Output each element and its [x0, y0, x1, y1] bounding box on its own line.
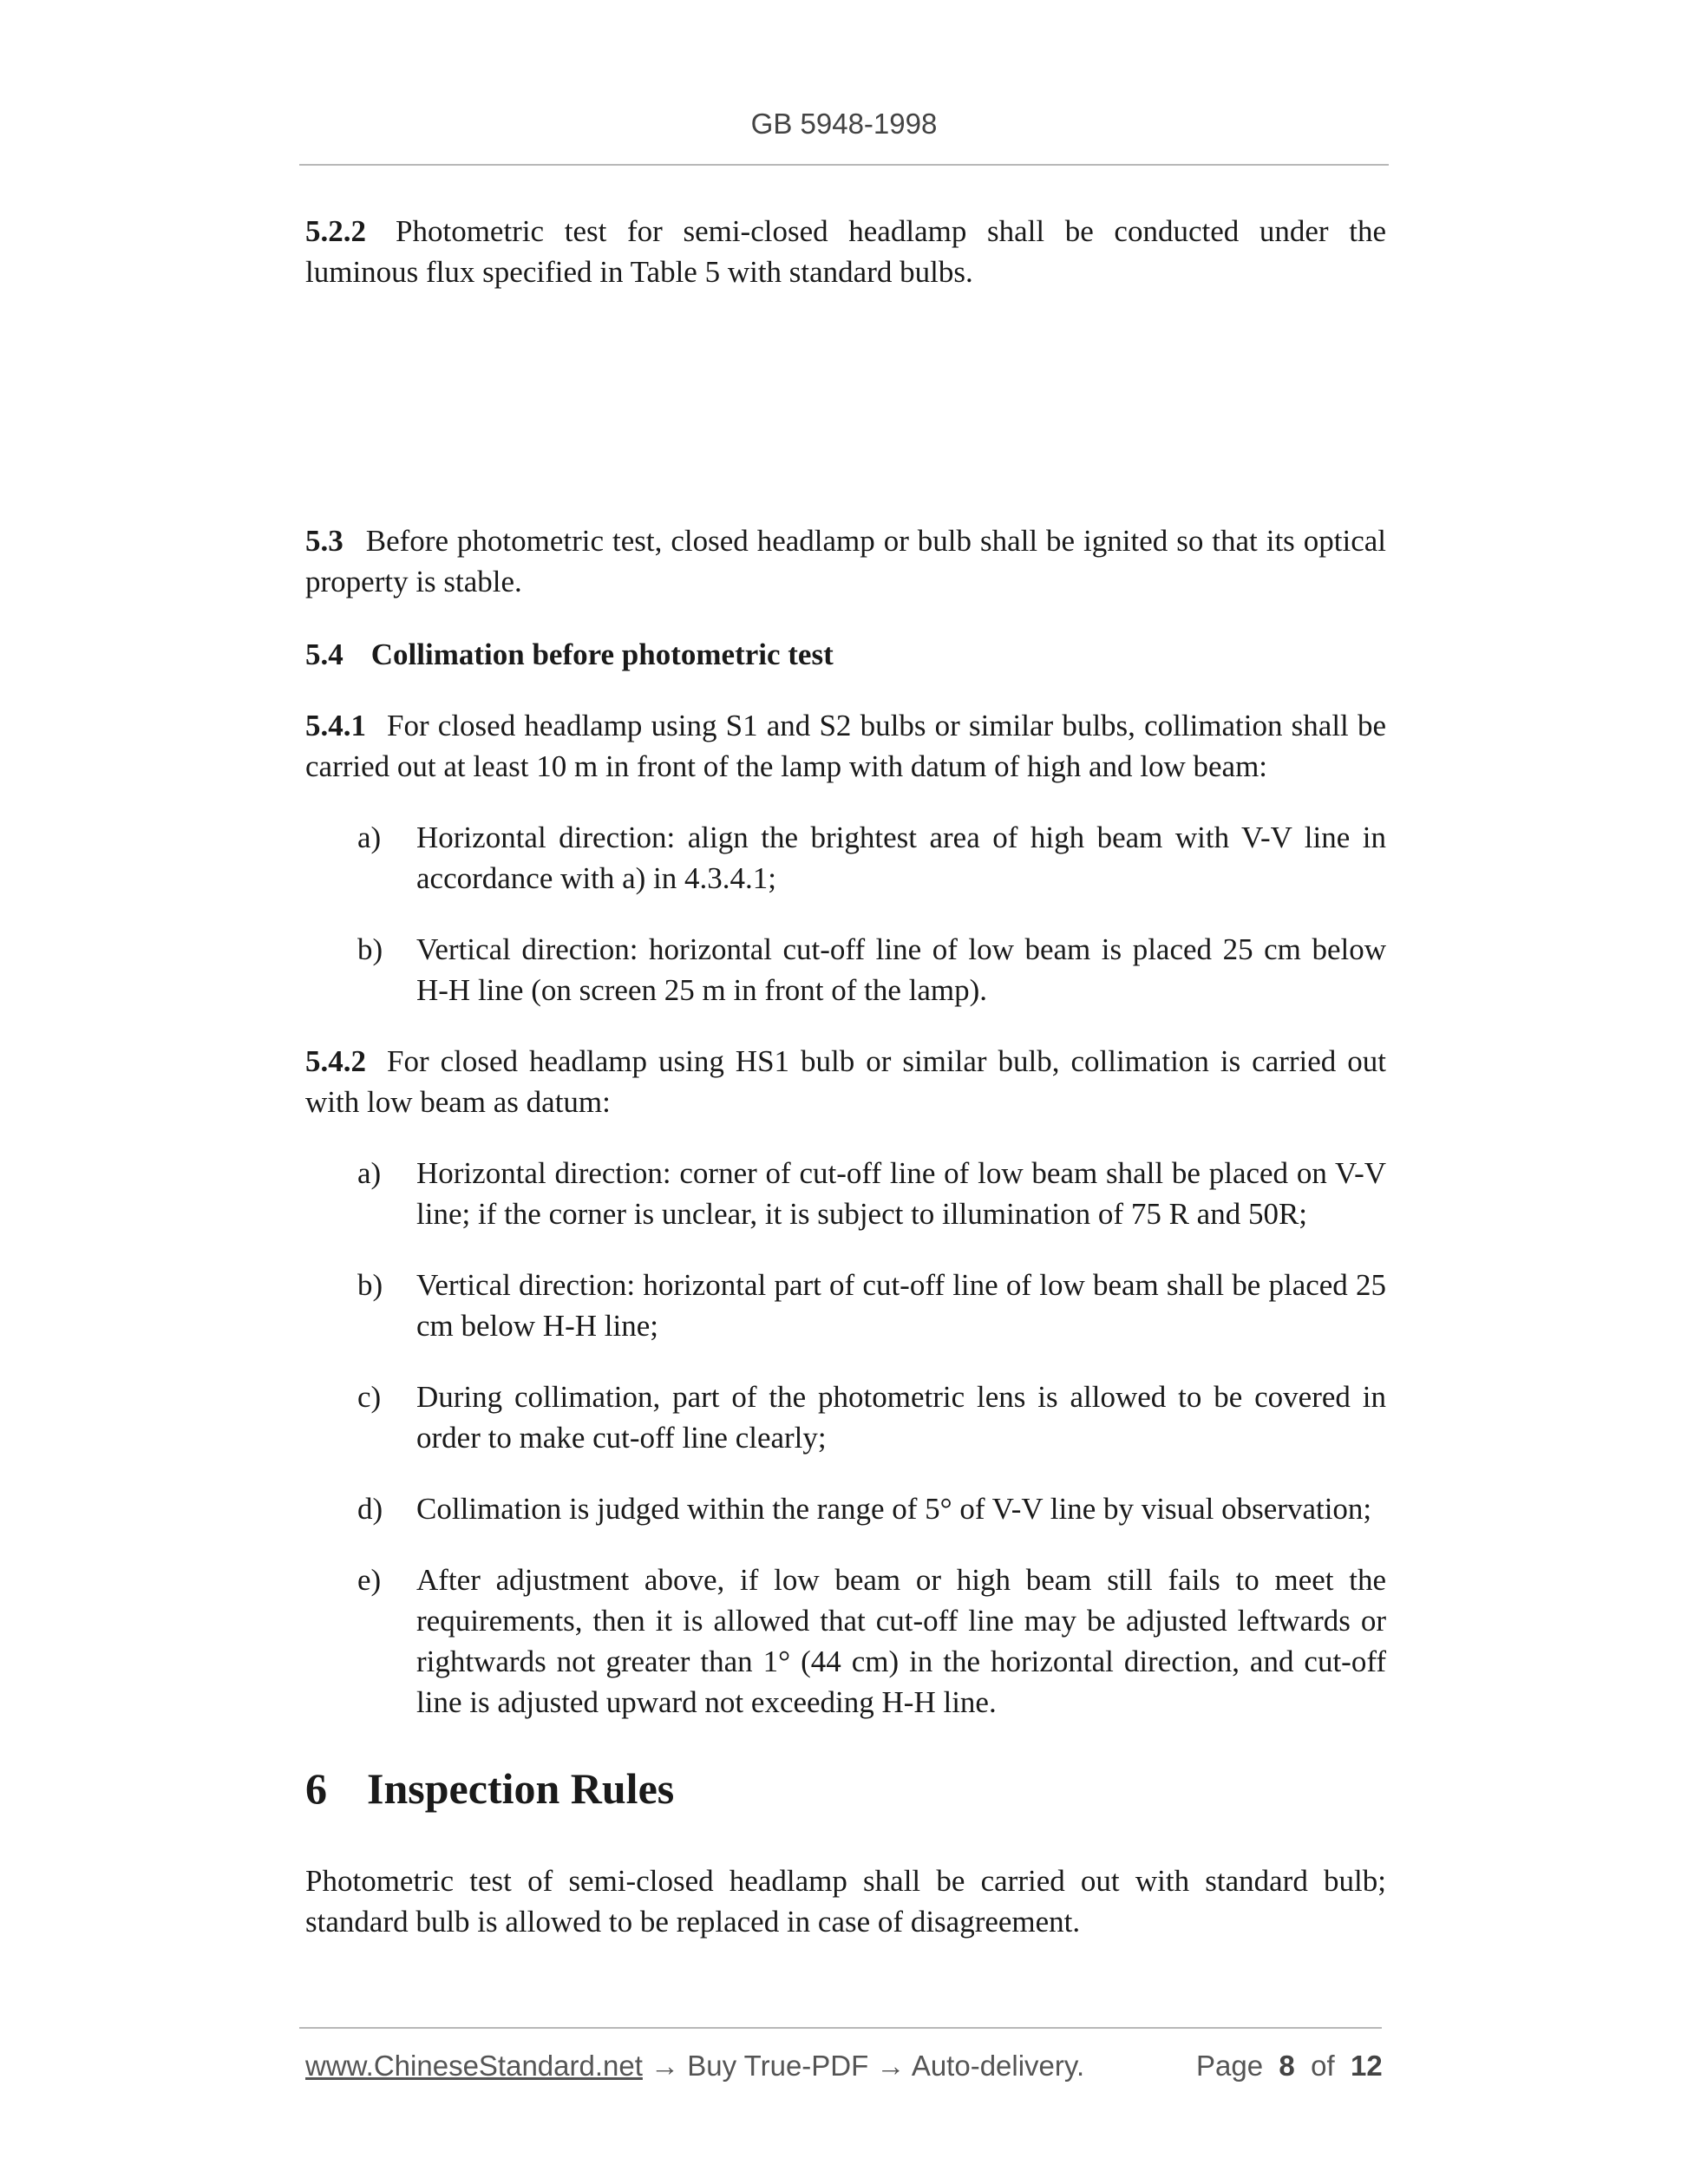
page-number: [1196, 2050, 1383, 2083]
section-heading-6: [305, 1762, 674, 1815]
list-item-text: Vertical direction: horizontal part of cut-off line of low beam shall be placed 25 cm below H-H line;: [416, 1268, 1386, 1343]
list-item: [357, 1265, 1386, 1346]
list-item: [357, 1488, 1386, 1529]
list-marker: b): [357, 1268, 383, 1302]
list-item: [357, 1153, 1386, 1234]
list-item: [357, 929, 1386, 1010]
clause-5-4-2: [305, 1041, 1386, 1122]
list-item-text: After adjustment above, if low beam or high beam still fails to meet the requirements, then it is allowed that cut-off line may be adjusted leftwards or rightwards not greater than 1° (44 cm) in the horizontal direction, and cut-off line is adjusted upward not exceeding H-H line.: [416, 1563, 1386, 1719]
page-header: GB 5948-1998: [750, 108, 938, 140]
clause-text: For closed headlamp using S1 and S2 bulbs or similar bulbs, collimation shall be carried out at least 10 m in front of the lamp with datum of high and low beam:: [305, 709, 1386, 783]
list-item-text: Vertical direction: horizontal cut-off line of low beam is placed 25 cm below H-H line (on screen 25 m in front of the lamp).: [416, 932, 1386, 1007]
footer-promo-text: → Buy True-PDF → Auto-delivery.: [642, 2050, 1085, 2082]
clause-number: 5.4.1: [305, 709, 366, 742]
list-marker: e): [357, 1563, 382, 1597]
footer-divider: [299, 2027, 1382, 2029]
page-total: 12: [1351, 2050, 1383, 2082]
list-item-text: Horizontal direction: corner of cut-off line of low beam shall be placed on V-V line; if the corner is unclear, it is subject to illumination of 75 R and 50R;: [416, 1156, 1386, 1231]
list-marker: a): [357, 821, 382, 854]
clause-5-2-2: [305, 211, 1386, 292]
list-item-text: During collimation, part of the photometric lens is allowed to be covered in order to make cut-off line clearly;: [416, 1380, 1386, 1455]
list-item: [357, 1560, 1386, 1723]
footer-promo: [305, 2050, 1084, 2083]
section-6-text: Photometric test of semi-closed headlamp shall be carried out with standard bulb; standard bulb is allowed to be replaced in case of disagreement.: [305, 1864, 1386, 1939]
section-title: Inspection Rules: [367, 1764, 675, 1813]
list-item-text: Horizontal direction: align the brightest area of high beam with V-V line in accordance with a) in 4.3.4.1;: [416, 821, 1386, 895]
clause-text: For closed headlamp using HS1 bulb or similar bulb, collimation is carried out with low beam as datum:: [305, 1044, 1386, 1119]
clause-text: Before photometric test, closed headlamp or bulb shall be ignited so that its optical property is stable.: [305, 524, 1386, 598]
header-divider: [299, 164, 1389, 166]
section-heading-5-4: [305, 634, 834, 675]
page-of-label: of: [1311, 2050, 1335, 2082]
list-marker: b): [357, 932, 383, 966]
clause-5-4-1: [305, 705, 1386, 787]
page-label: Page: [1196, 2050, 1264, 2082]
list-item: [357, 817, 1386, 899]
clause-text: Photometric test for semi-closed headlamp shall be conducted under the luminous flux specified in Table 5 with standard bulbs.: [305, 214, 1386, 289]
section-number: 5.4: [305, 638, 343, 671]
list-marker: d): [357, 1492, 383, 1526]
list-marker: a): [357, 1156, 382, 1190]
list-item-text: Collimation is judged within the range of 5° of V-V line by visual observation;: [416, 1492, 1372, 1526]
clause-number: 5.3: [305, 524, 343, 558]
clause-number: 5.2.2: [305, 214, 366, 248]
website-link[interactable]: www.ChineseStandard.net: [305, 2050, 643, 2082]
clause-number: 5.4.2: [305, 1044, 366, 1078]
list-item: [357, 1376, 1386, 1458]
list-marker: c): [357, 1380, 382, 1414]
clause-5-3: [305, 520, 1386, 602]
page-current: 8: [1279, 2050, 1295, 2082]
section-title: Collimation before photometric test: [370, 638, 834, 671]
section-number: 6: [305, 1764, 327, 1813]
